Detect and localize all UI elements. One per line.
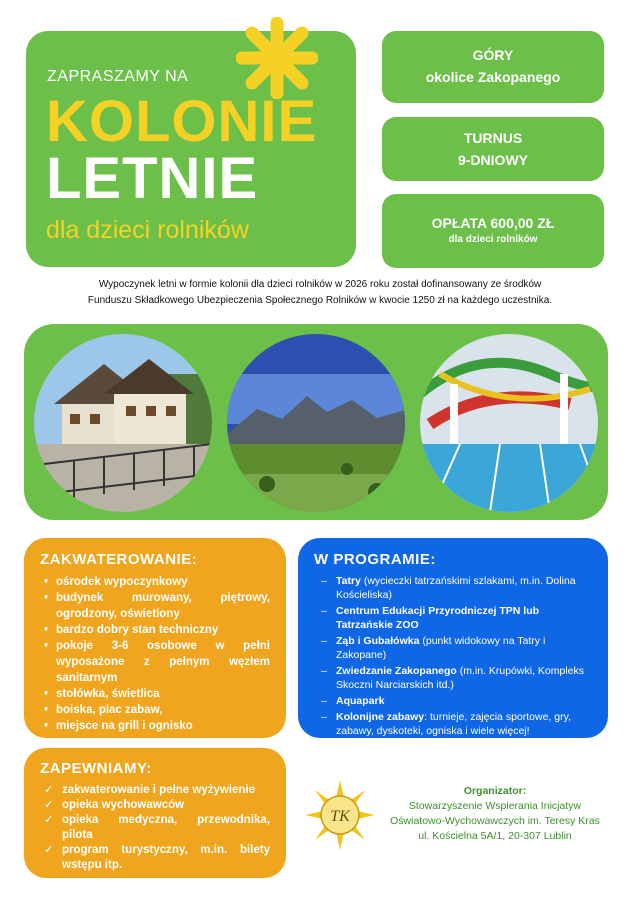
list-item: • boiska, plac zabaw, — [40, 702, 270, 718]
program-item-title: Zwiedzanie Zakopanego — [336, 665, 457, 677]
chalet-house-photo — [34, 334, 212, 512]
list-item — [314, 574, 594, 602]
organizer-line3: ul. Kościelna 5A/1, 20-307 Lublin — [418, 830, 572, 842]
list-item — [314, 634, 594, 662]
tatra-mountains-photo — [227, 334, 405, 512]
list-item — [314, 664, 594, 692]
aquapark-photo — [420, 334, 598, 512]
list-item: • ośrodek wypoczynkowy — [40, 574, 270, 590]
turnus-box — [382, 117, 604, 181]
organizer-logo-icon — [305, 780, 375, 850]
organizer-label: Organizator: — [463, 785, 527, 797]
list-item — [314, 694, 594, 708]
title-letnie: LETNIE — [46, 146, 259, 211]
provide-box — [24, 748, 286, 878]
list-item: ✓ opieka wychowawców — [40, 798, 270, 813]
funding-note-line1: Wypoczynek letni w formie kolonii dla dzieci rolników w 2026 roku został dofinansowany ze środków — [98, 279, 542, 290]
location-line1: GÓRY — [472, 47, 514, 63]
list-item: ✓ program turystyczny, m.in. bilety wstępu itp. — [40, 843, 270, 873]
program-item-title: Ząb i Gubałówka — [336, 635, 420, 647]
location-line2: okolice Zakopanego — [425, 69, 561, 85]
program-item-title: Centrum Edukacji Przyrodniczej TPN lub Tatrzańskie ZOO — [336, 605, 540, 631]
turnus-line2: 9-DNIOWY — [458, 152, 528, 168]
photo-strip — [24, 324, 608, 520]
hero-subtitle: dla dzieci rolników — [46, 216, 249, 244]
accommodation-list — [40, 574, 270, 734]
program-item-title: Kolonijne zabawy — [336, 711, 425, 723]
program-item-desc: : turnieje, zajęcia sportowe, gry, zabawy, dyskoteki, ogniska i wiele więcej! — [336, 711, 571, 737]
funding-note-line2: Funduszu Składkowego Ubezpieczenia Społecznego Rolników w kwocie 1250 zł na każdego uczestnika. — [87, 295, 553, 306]
list-item: • stołówka, świetlica — [40, 686, 270, 702]
fee-line2: dla dzieci rolników — [448, 234, 538, 245]
organizer-line2: Oświatowo-Wychowawczych im. Teresy Kras — [390, 815, 600, 827]
program-item-desc: (punkt widokowy na Tatry i Zakopane) — [336, 635, 546, 661]
list-item — [314, 710, 594, 738]
funding-note — [20, 277, 620, 309]
accommodation-box — [24, 538, 286, 738]
invite-text: ZAPRASZAMY NA — [47, 68, 189, 85]
program-list — [314, 574, 594, 738]
program-heading: W PROGRAMIE: — [314, 551, 436, 568]
list-item: ✓ zakwaterowanie i pełne wyżywienie — [40, 783, 270, 798]
program-item-title: Aquapark — [336, 695, 385, 707]
program-item-desc: (wycieczki tatrzańskimi szlakami, m.in. Dolina Kościeliska) — [336, 575, 576, 601]
program-item-title: Tatry — [336, 575, 361, 587]
list-item: ✓ opieka medyczna, przewodnika, pilota — [40, 813, 270, 843]
fee-line1: OPŁATA 600,00 ZŁ — [431, 215, 555, 231]
organizer-logo-text: TK — [330, 808, 350, 825]
fee-box — [382, 194, 604, 268]
list-item: • pokoje 3-6 osobowe w pełni wyposażone z pełnym węzłem sanitarnym — [40, 638, 270, 686]
location-box — [382, 31, 604, 103]
provide-heading: ZAPEWNIAMY: — [40, 760, 152, 777]
organizer-block — [385, 784, 605, 844]
program-item-desc: (m.in. Krupówki, Kompleks Skoczni Narciarskich itd.) — [336, 665, 584, 691]
list-item — [314, 604, 594, 632]
organizer-line1: Stowarzyszenie Wspierania Inicjatyw — [408, 800, 582, 812]
list-item: • miejsce na grill i ognisko — [40, 718, 270, 734]
accommodation-heading: ZAKWATEROWANIE: — [40, 551, 198, 568]
program-box — [298, 538, 608, 738]
list-item: • budynek murowany, piętrowy, ogrodzony, oświetlony — [40, 590, 270, 622]
sun-star-icon — [236, 17, 318, 99]
list-item: • bardzo dobry stan techniczny — [40, 622, 270, 638]
turnus-line1: TURNUS — [463, 130, 523, 146]
provide-list — [40, 783, 270, 873]
title-kolonie: KOLONIE — [46, 89, 318, 154]
hero-banner — [26, 31, 356, 267]
